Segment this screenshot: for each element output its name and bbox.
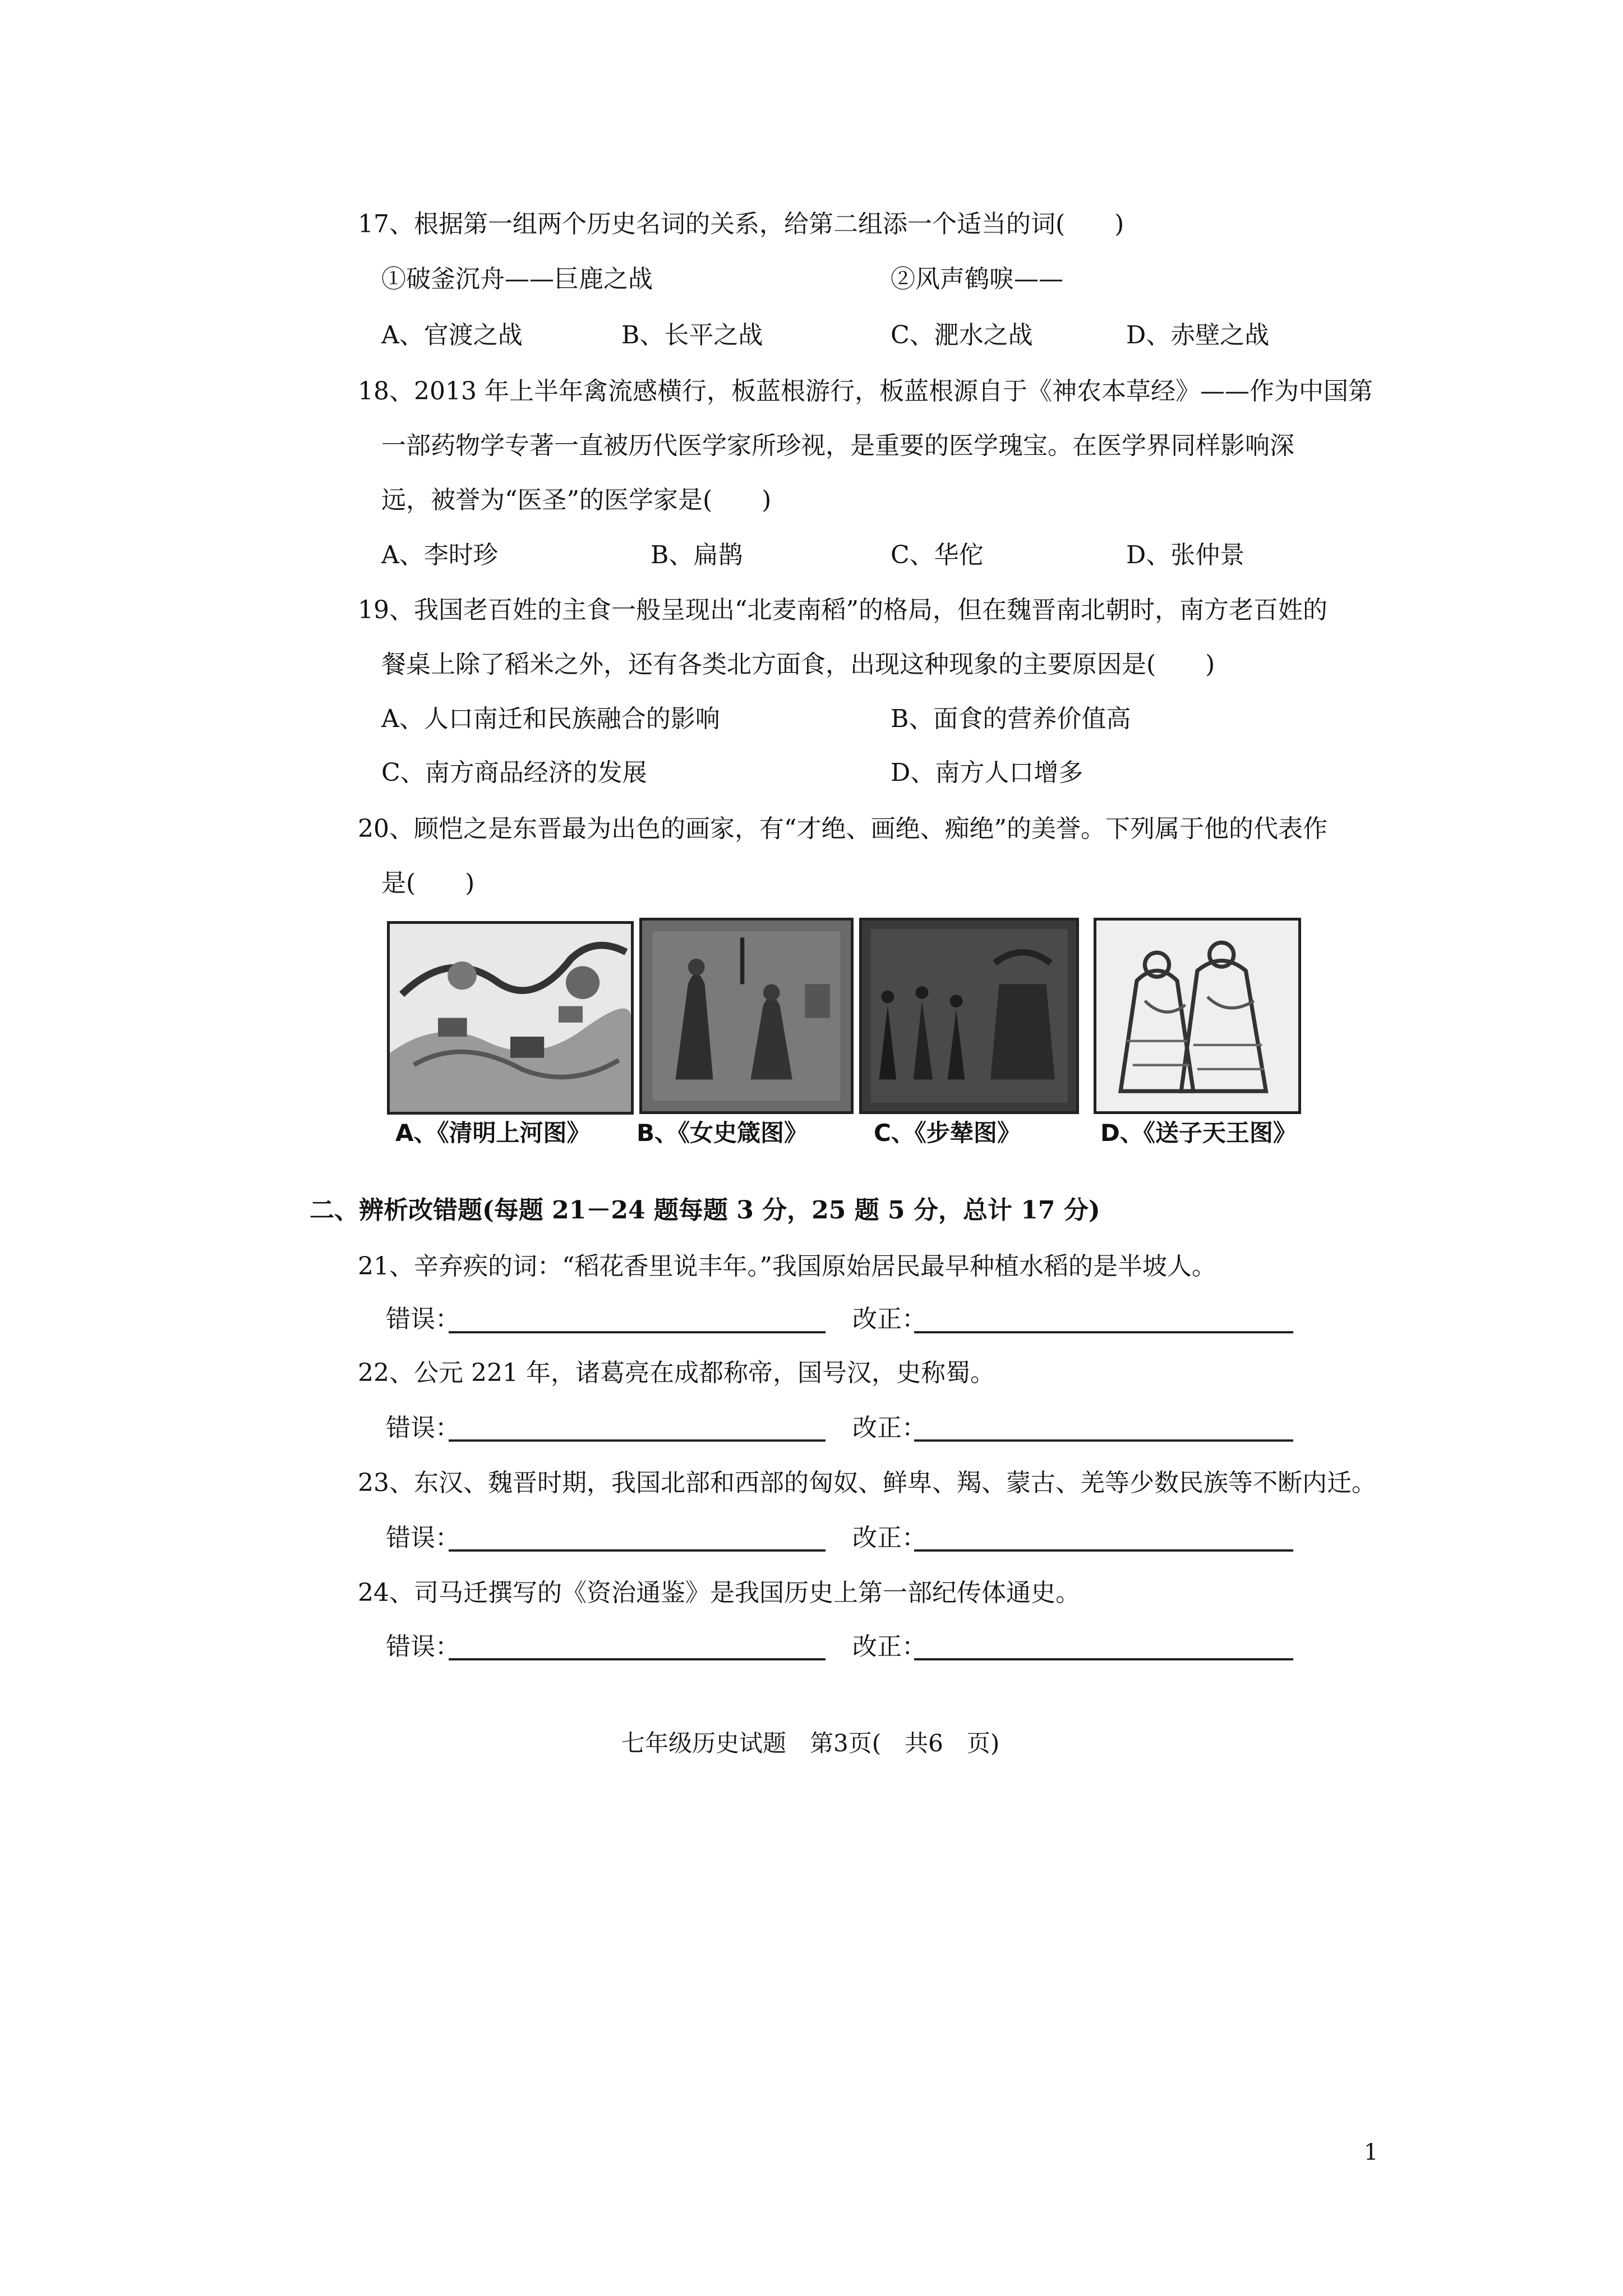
q21-error-blank[interactable] [449, 1331, 826, 1333]
q21-stem: 21、辛弃疾的词：“稻花香里说丰年。”我国原始居民最早种植水稻的是半坡人。 [358, 1252, 1216, 1281]
q24-error-blank[interactable] [449, 1658, 826, 1660]
painting-caption-b: B、《女史箴图》 [637, 1119, 808, 1147]
q17-pair1: ①破釜沉舟——巨鹿之战 [381, 265, 653, 293]
painting-caption-a: A、《清明上河图》 [395, 1119, 591, 1147]
q24-stem: 24、司马迁撰写的《资治通鉴》是我国历史上第一部纪传体通史。 [358, 1579, 1080, 1607]
q20-line-2: 是( ) [381, 869, 475, 898]
q19-option-a: A、人口南迁和民族融合的影响 [381, 705, 720, 733]
painting-image-b [639, 918, 854, 1114]
q23-error-label: 错误： [386, 1524, 460, 1552]
q22-error-label: 错误： [386, 1414, 460, 1442]
q24-error-label: 错误： [386, 1632, 460, 1661]
q18-option-b: B、扁鹊 [651, 541, 743, 569]
painting-caption-c: C、《步辇图》 [874, 1119, 1021, 1147]
q19-line-1: 19、我国老百姓的主食一般呈现出“北麦南稻”的格局，但在魏晋南北朝时，南方老百姓的 [358, 596, 1327, 624]
q22-correction-label: 改正： [852, 1414, 926, 1442]
q18-line-1: 18、2013 年上半年禽流感横行，板蓝根游行，板蓝根源自于《神农本草经》——作为中国第 [358, 377, 1373, 406]
q20-line-1: 20、顾恺之是东晋最为出色的画家，有“才绝、画绝、痴绝”的美誉。下列属于他的代表作 [358, 815, 1327, 843]
q22-correction-blank[interactable] [914, 1439, 1293, 1442]
section-2-title: 二、辨析改错题(每题 21－24 题每题 3 分，25 题 5 分，总计 17 分) [310, 1196, 1100, 1225]
q17-option-c: C、淝水之战 [891, 321, 1033, 349]
q17-option-b: B、长平之战 [621, 321, 763, 349]
page-number: 1 [1364, 2139, 1378, 2165]
q24-correction-blank[interactable] [914, 1658, 1293, 1660]
painting-image-d [1094, 918, 1301, 1114]
q17-option-d: D、赤壁之战 [1126, 321, 1270, 349]
painting-image-c [859, 918, 1079, 1114]
q22-stem: 22、公元 221 年，诸葛亮在成都称帝，国号汉，史称蜀。 [358, 1359, 995, 1387]
q17-option-a: A、官渡之战 [381, 321, 523, 349]
painting-image-a [387, 921, 634, 1115]
q18-option-c: C、华佗 [891, 541, 984, 569]
q19-line-2: 餐桌上除了稻米之外，还有各类北方面食，出现这种现象的主要原因是( ) [381, 650, 1215, 679]
painting-caption-d: D、《送子天王图》 [1100, 1119, 1297, 1147]
q18-line-3: 远，被誉为“医圣”的医学家是( ) [381, 486, 772, 514]
q17-pair2: ②风声鹤唳—— [891, 265, 1063, 293]
q19-option-b: B、面食的营养价值高 [891, 705, 1131, 733]
q19-option-d: D、南方人口增多 [891, 758, 1083, 787]
q17-stem: 17、根据第一组两个历史名词的关系，给第二组添一个适当的词( ) [358, 210, 1124, 238]
q23-correction-blank[interactable] [914, 1549, 1293, 1552]
q19-option-c: C、南方商品经济的发展 [381, 758, 647, 787]
q22-error-blank[interactable] [449, 1439, 826, 1442]
q21-correction-label: 改正： [852, 1305, 926, 1333]
q23-stem: 23、东汉、魏晋时期，我国北部和西部的匈奴、鲜卑、羯、蒙古、羌等少数民族等不断内迁。 [358, 1469, 1376, 1497]
q18-option-a: A、李时珍 [381, 541, 498, 569]
q21-error-label: 错误： [386, 1305, 460, 1333]
q18-line-2: 一部药物学专著一直被历代医学家所珍视，是重要的医学瑰宝。在医学界同样影响深 [381, 431, 1294, 460]
q24-correction-label: 改正： [852, 1632, 926, 1661]
q21-correction-blank[interactable] [914, 1331, 1293, 1333]
q23-correction-label: 改正： [852, 1524, 926, 1552]
q23-error-blank[interactable] [449, 1549, 826, 1552]
q18-option-d: D、张仲景 [1126, 541, 1245, 569]
page-footer: 七年级历史试题 第3页( 共6 页) [621, 1729, 1000, 1757]
